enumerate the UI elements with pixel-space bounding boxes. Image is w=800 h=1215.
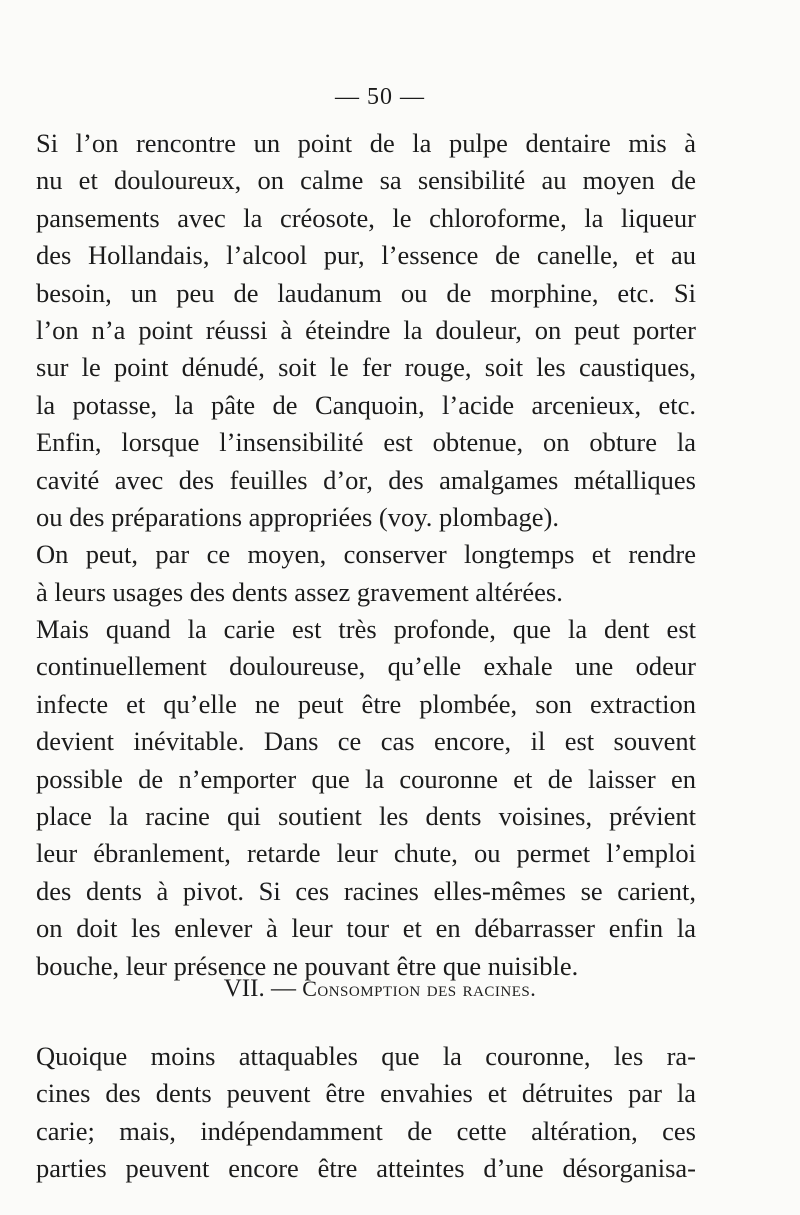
text-line: infecte et qu’elle ne peut être plombée, son extraction — [36, 688, 696, 719]
text-line: Quoique moins attaquables que la couronne, les ra- — [36, 1041, 696, 1071]
text-line: Si l’on rencontre un point de la pulpe dentaire mis à — [36, 128, 696, 158]
text-line: Enfin, lorsque l’insensibilité est obtenue, on obture la — [36, 427, 696, 458]
text-line: carie; mais, indépendamment de cette altération, ces — [36, 1115, 696, 1146]
text-line: Mais quand la carie est très profonde, que la dent est — [36, 614, 696, 645]
text-line: l’on n’a point réussi à éteindre la douleur, on peut porter — [36, 314, 696, 345]
text-line: cavité avec des feuilles d’or, des amalgames métalliques — [36, 464, 696, 495]
text-line: leur ébranlement, retarde leur chute, ou permet l’emploi — [36, 838, 696, 869]
text-line: on doit les enlever à leur tour et en débarrasser enfin la — [36, 913, 696, 944]
text-line: nu et douloureux, on calme sa sensibilité au moyen de — [36, 165, 696, 196]
page-number: — 50 — — [335, 84, 425, 110]
text-line: des dents à pivot. Si ces racines elles-mêmes se carient, — [36, 875, 696, 906]
text-line: continuellement douloureuse, qu’elle exhale une odeur — [36, 651, 696, 682]
paragraph-block-2 — [36, 1038, 696, 1188]
text-line: bouche, leur présence ne pouvant être que nuisible. — [36, 950, 579, 981]
text-line: pansements avec la créosote, le chloroforme, la liqueur — [36, 202, 696, 233]
text-line: besoin, un peu de laudanum ou de morphine, etc. Si — [36, 277, 696, 308]
section-heading — [0, 970, 760, 1007]
text-line: la potasse, la pâte de Canquoin, l’acide arcenieux, etc. — [36, 389, 696, 420]
text-line: place la racine qui soutient les dents voisines, prévient — [36, 801, 696, 832]
section-number: VII. — — [223, 975, 296, 1002]
text-line: devient inévitable. Dans ce cas encore, il est souvent — [36, 726, 696, 757]
text-line: des Hollandais, l’alcool pur, l’essence de canelle, et au — [36, 240, 696, 271]
text-line: à leurs usages des dents assez gravement altérées. — [36, 576, 563, 607]
paragraph-block-1 — [36, 125, 696, 985]
text-line: parties peuvent encore être atteintes d’une désorganisa- — [36, 1153, 696, 1184]
text-line: cines des dents peuvent être envahies et détruites par la — [36, 1078, 696, 1109]
text-line: sur le point dénudé, soit le fer rouge, soit les caustiques, — [36, 352, 696, 383]
text-line: possible de n’emporter que la couronne et de laisser en — [36, 763, 696, 794]
text-line: On peut, par ce moyen, conserver longtemps et rendre — [36, 539, 696, 570]
text-line: ou des préparations appropriées (voy. plombage). — [36, 501, 559, 532]
section-title: Consomption des racines. — [302, 976, 537, 1001]
